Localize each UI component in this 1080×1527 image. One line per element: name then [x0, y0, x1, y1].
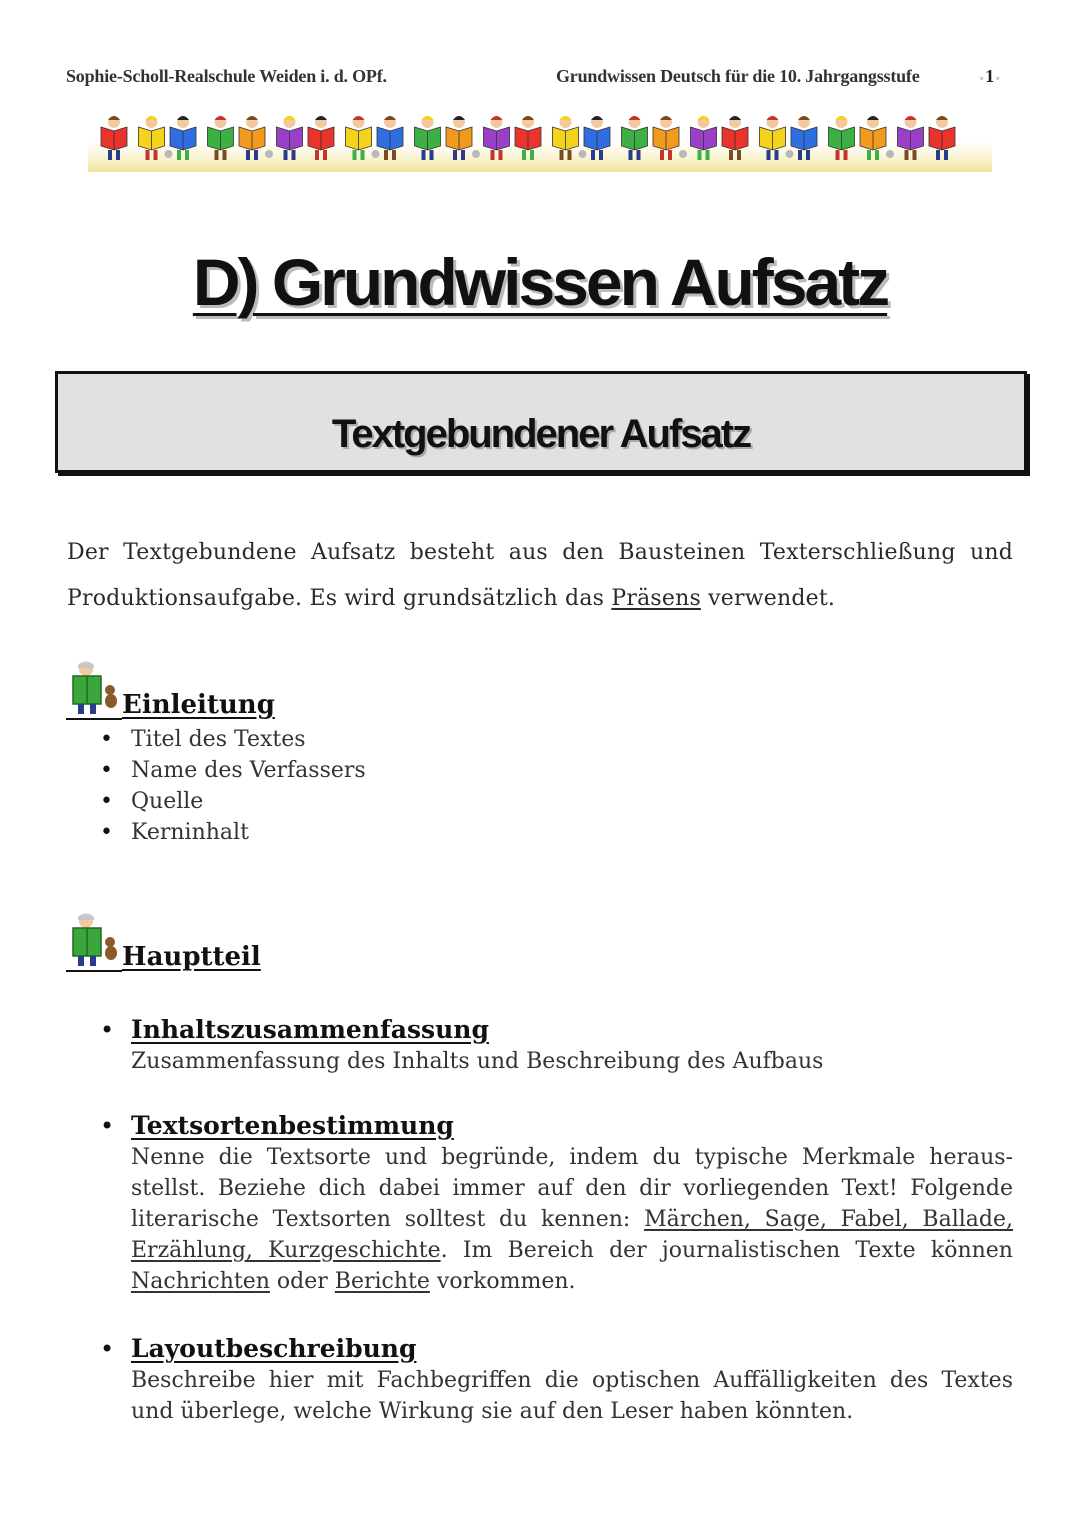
- desc-text: vorkommen.: [429, 1269, 576, 1294]
- desc-text: oder: [269, 1269, 335, 1294]
- page-number: ▫ 1 ▫: [980, 66, 1000, 86]
- reading-child-icon: [66, 912, 120, 972]
- link-berichte: Berichte: [334, 1269, 430, 1294]
- list-item: • Name des Verfassers: [100, 755, 366, 786]
- desc-text: Nenne die Textsorte und begründe, indem du typische Merkmale herausstellst. Beziehe dich dabei immer auf den dir vorliegenden Text! Folgende literarische Textsorten solltest du kennen:: [131, 1145, 1013, 1232]
- list-item: • Quelle: [100, 786, 366, 817]
- einleitung-list: [100, 724, 366, 848]
- item-title: Inhaltszusammenfassung: [131, 1015, 489, 1044]
- item-description: [131, 1142, 1013, 1297]
- header-subject: Grundwissen Deutsch für die 10. Jahrgangsstufe: [556, 66, 920, 86]
- item-title: Textsortenbestimmung: [131, 1111, 454, 1140]
- subtitle: Textgebundener Aufsatz: [331, 412, 751, 456]
- page-title: D) Grundwissen Aufsatz: [192, 245, 888, 319]
- reading-children-banner: [88, 110, 992, 172]
- bullet: •: [100, 1112, 115, 1140]
- link-nachrichten: Nachrichten: [131, 1269, 270, 1294]
- hauptteil-item-inhaltszusammenfassung: [100, 1014, 1013, 1084]
- link-literary-genres: Märchen, Sage, Fabel, Ballade, Erzählung, Kurzgeschichte: [131, 1207, 1013, 1263]
- list-item: • Titel des Textes: [100, 724, 366, 755]
- bullet: •: [100, 1335, 115, 1363]
- hauptteil-item-textsortenbestimmung: [100, 1110, 1013, 1310]
- subtitle-box: [55, 371, 1027, 473]
- hauptteil-item-layoutbeschreibung: [100, 1333, 1013, 1433]
- section-underline: [66, 718, 122, 720]
- list-item: • Kerninhalt: [100, 817, 366, 848]
- heading-hauptteil: Hauptteil: [122, 942, 261, 972]
- intro-paragraph: [67, 530, 1013, 622]
- item-title: Layoutbeschreibung: [131, 1334, 417, 1363]
- item-description: Zusammenfassung des Inhalts und Beschreibung des Aufbaus: [131, 1049, 824, 1074]
- header-school: Sophie-Scholl-Realschule Weiden i. d. OPf.: [66, 66, 387, 86]
- desc-text: . Im Bereich der journalistischen Texte können: [440, 1238, 1013, 1263]
- reading-child-icon: [66, 660, 120, 720]
- intro-link-praesens: Präsens: [611, 586, 701, 611]
- bullet: •: [100, 1016, 115, 1044]
- page-number-value: 1: [985, 66, 995, 86]
- item-description: Beschreibe hier mit Fachbegriffen die optischen Auffälligkeiten des Textes und überlege, welche Wirkung sie auf den Leser haben könnten.: [131, 1368, 1013, 1424]
- intro-text-1: Der Textgebundene Aufsatz besteht aus den Bausteinen Texterschließung und Produktionsaufgabe. Es wird grundsätzlich das: [67, 540, 1013, 611]
- heading-einleitung: Einleitung: [122, 690, 275, 720]
- intro-text-2: verwendet.: [700, 586, 836, 611]
- section-underline: [66, 970, 122, 972]
